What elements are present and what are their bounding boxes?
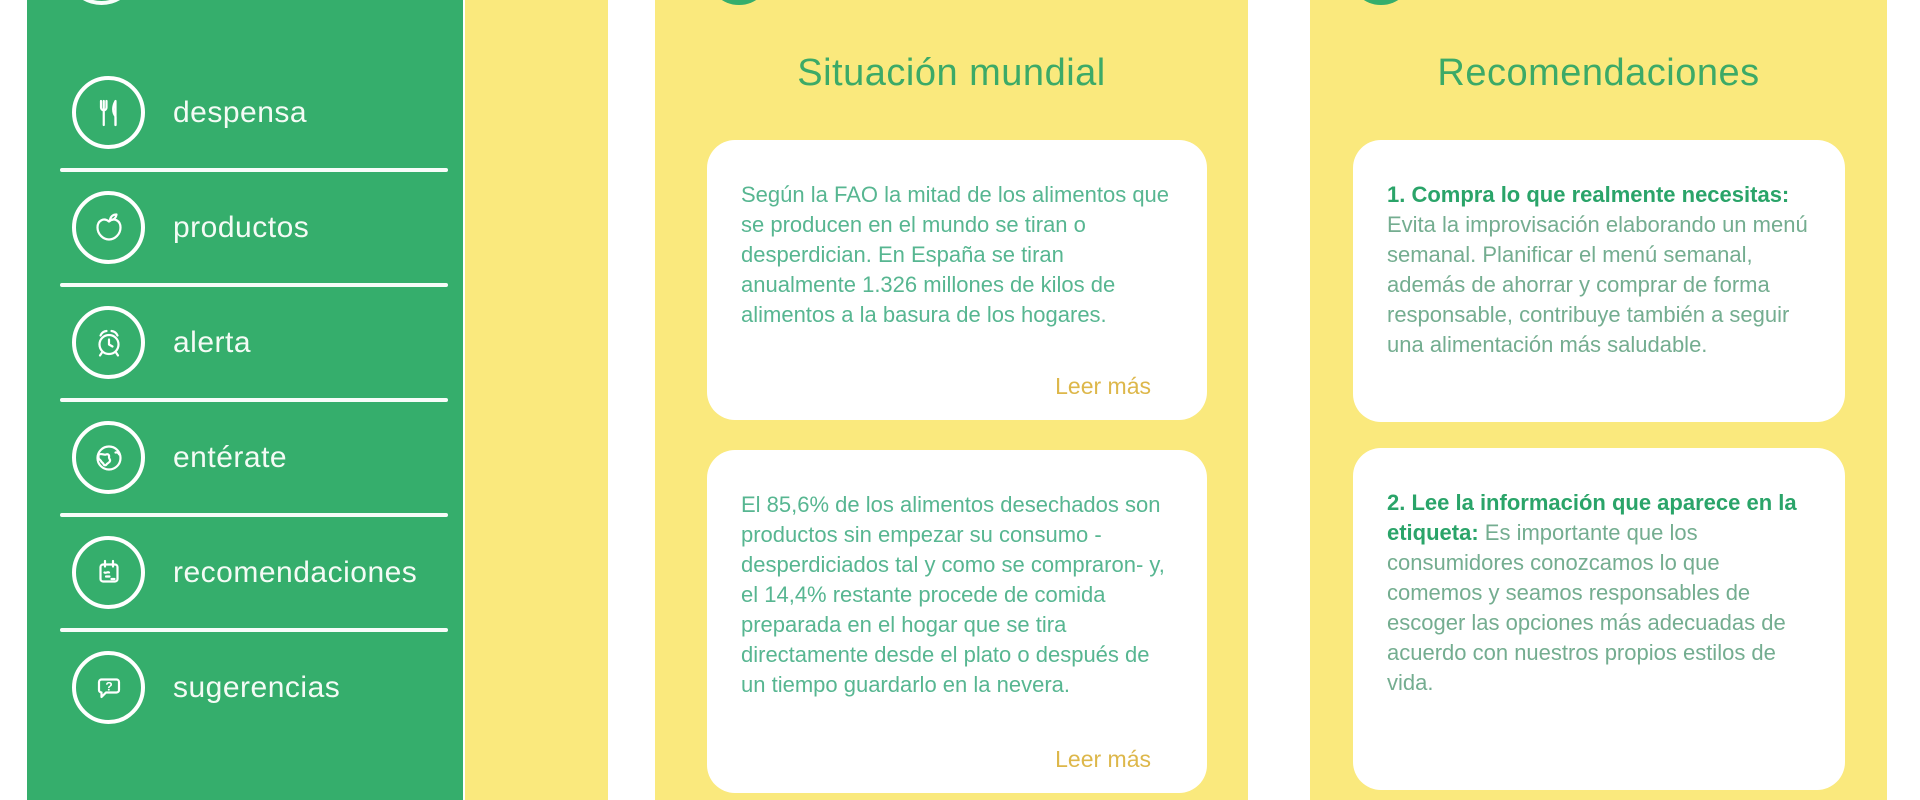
sidebar-item-label: productos — [173, 210, 310, 244]
sidebar-item-label: despensa — [173, 95, 308, 129]
card-lead: 1. Compra lo que realmente necesitas: — [1387, 182, 1790, 207]
read-more-link[interactable]: Leer más — [1055, 746, 1151, 772]
read-more-link[interactable]: Leer más — [1055, 373, 1151, 399]
sidebar-item-label: entérate — [173, 440, 288, 474]
recommendation-card-2 — [1353, 448, 1845, 790]
globe-icon — [72, 421, 145, 494]
world-card-1 — [707, 140, 1207, 420]
calendar-icon — [72, 536, 145, 609]
sidebar-item-productos[interactable] — [27, 172, 463, 283]
sidebar — [27, 0, 463, 800]
apple-icon — [72, 191, 145, 264]
card-text — [1353, 140, 1845, 360]
sidebar-item-alerta[interactable] — [27, 287, 463, 398]
sidebar-item-sugerencias[interactable] — [27, 632, 463, 743]
card-body: Evita la improvisación elaborando un menú semanal. Planificar el menú semanal, además de ahorrar y comprar de forma responsable, contribuye también a seguir una alimentación más saludable. — [1387, 212, 1808, 357]
logo-circle — [65, 0, 138, 5]
svg-text:?: ? — [104, 679, 113, 693]
card-lead: 2. Lee la información que aparece en la etiqueta: — [1387, 490, 1797, 545]
card-text: El 85,6% de los alimentos desechados son productos sin empezar su consumo -desperdiciados tal y como se compraron- y, el 14,4% restante procede de comida preparada en el hogar que se tira directamente desde el plato o después de un tiempo guardarlo en la nevera. — [741, 492, 1165, 697]
sidebar-item-recomendaciones[interactable] — [27, 517, 463, 628]
sidebar-item-despensa[interactable] — [27, 57, 463, 168]
sidebar-item-label: recomendaciones — [173, 555, 418, 589]
partial-panel-strip — [465, 0, 608, 800]
cutlery-icon — [72, 76, 145, 149]
sidebar-menu — [27, 57, 463, 743]
card-text — [1353, 448, 1845, 698]
recommendation-card-1 — [1353, 140, 1845, 422]
question-bubble-icon — [72, 651, 145, 724]
alarm-clock-icon — [72, 306, 145, 379]
panel-title: Recomendaciones — [1437, 52, 1760, 94]
card-text: Según la FAO la mitad de los alimentos que se producen en el mundo se tiran o desperdician. En España se tiran anualmente 1.326 millones de kilos de alimentos a la basura de los hogares. — [741, 182, 1170, 327]
world-situation-panel — [655, 0, 1248, 800]
sidebar-item-label: alerta — [173, 325, 252, 359]
panel-title: Situación mundial — [797, 52, 1106, 94]
recommendations-panel — [1310, 0, 1887, 800]
sidebar-item-label: sugerencias — [173, 670, 341, 704]
world-card-2 — [707, 450, 1207, 793]
card-body: Es importante que los consumidores conozcamos lo que comemos y seamos responsables de escoger las opciones más adecuadas de acuerdo con nuestros propios estilos de vida. — [1387, 520, 1786, 695]
sidebar-item-enterate[interactable] — [27, 402, 463, 513]
